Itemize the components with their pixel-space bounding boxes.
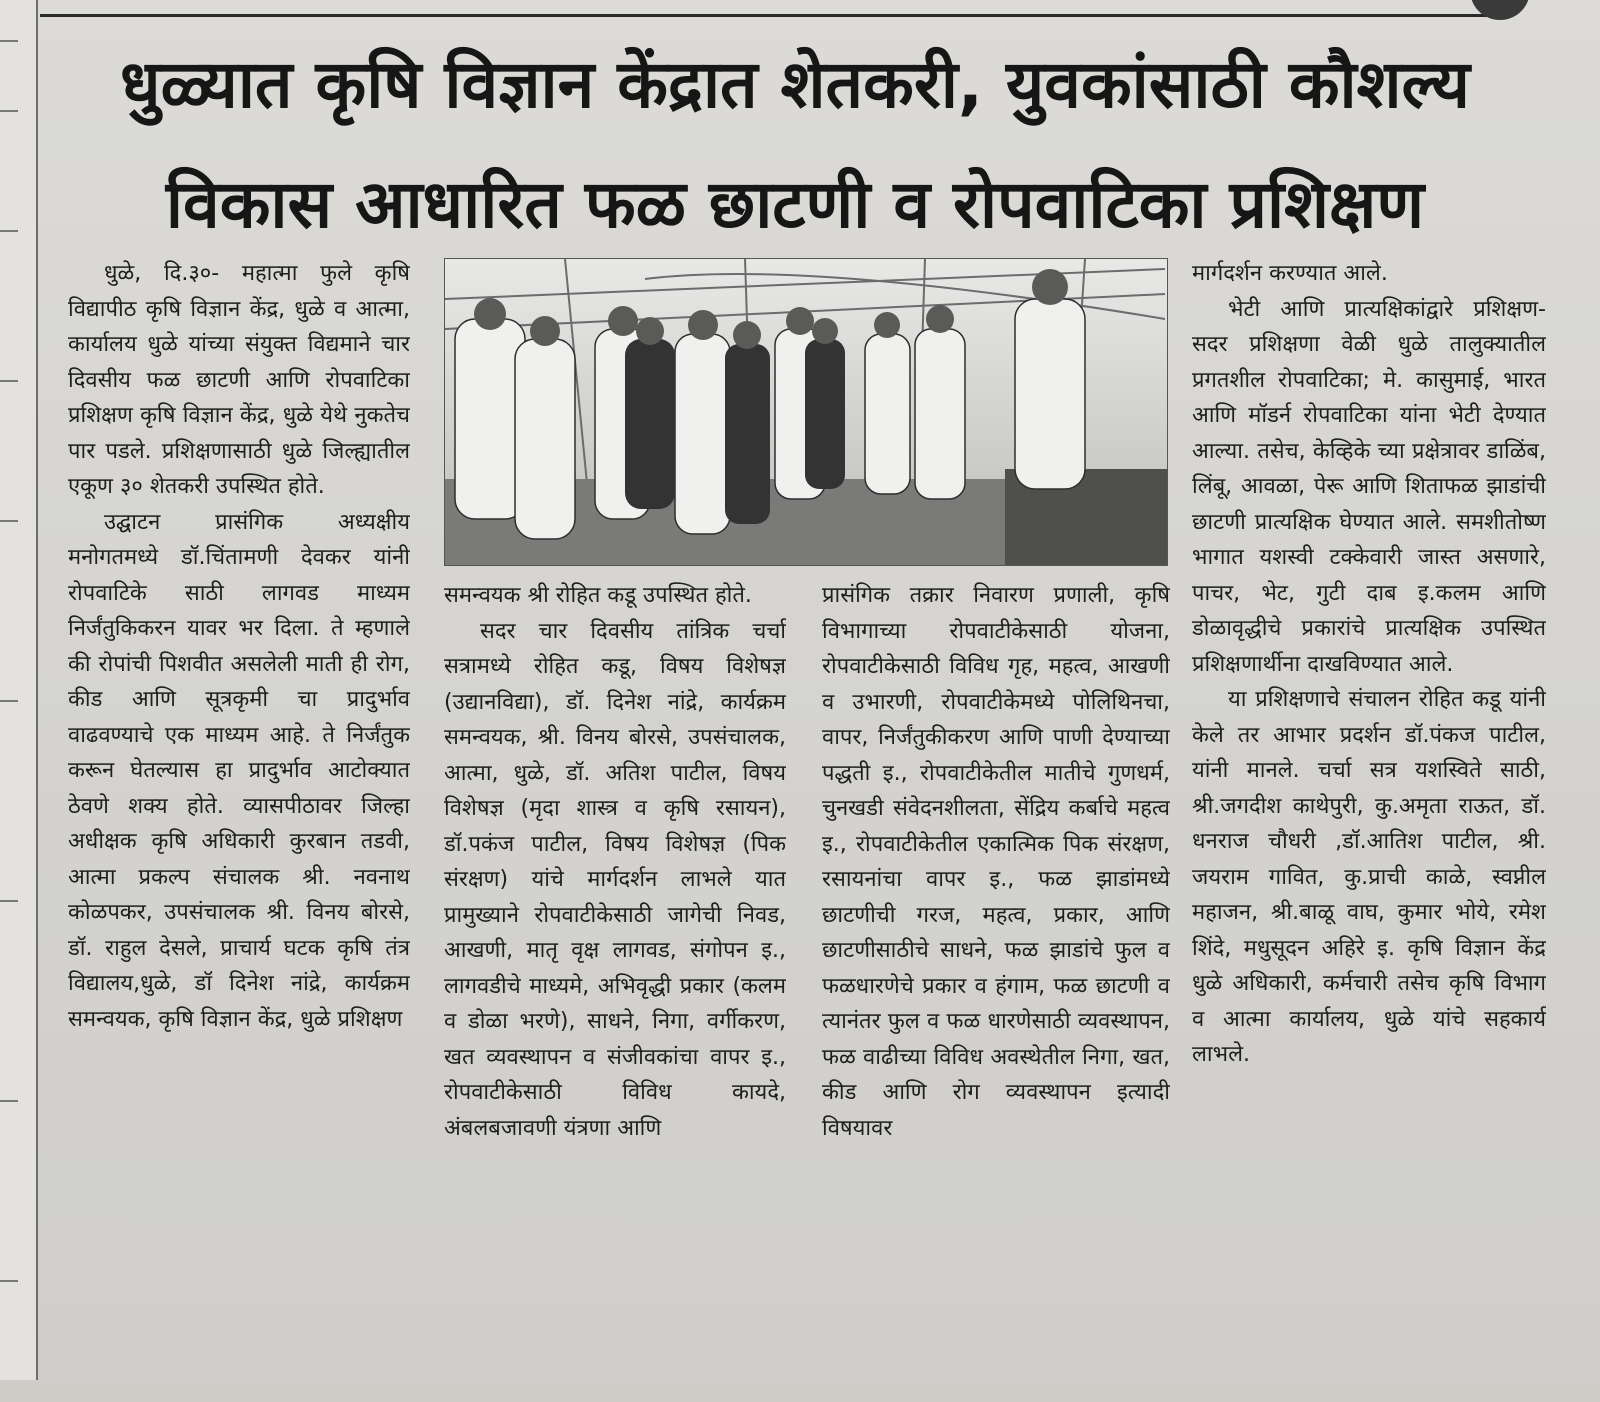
photo-illustration [445, 259, 1167, 565]
margin-tick [0, 40, 18, 42]
paragraph: धुळे, दि.३०- महात्मा फुले कृषि विद्यापीठ कृषि विज्ञान केंद्र, धुळे व आत्मा, कार्यालय धुळे यांच्या संयुक्त विद्यमाने चार दिवसीय फळ छाटणी आणि रोपवाटिका प्रशिक्षण कृषि विज्ञान केंद्र, धुळे येथे नुकतेच पार पडले. प्रशिक्षणासाठी धुळे जिल्ह्यातील एकूण ३० शेतकरी उपस्थित होते. [68, 261, 410, 499]
margin-tick [0, 1280, 18, 1282]
paragraph: या प्रशिक्षणाचे संचालन रोहित कडू यांनी केले तर आभार प्रदर्शन डॉ.पंकज पाटील, यांनी मानले. चर्चा सत्र यशस्विते साठी, श्री.जगदीश काथेपुरी, कु.अमृता राऊत, डॉ. धनराज चौधरी ,डॉ.आतिश पाटील, श्री. जयराम गावित, कु.प्राची काळे, स्वप्नील महाजन, श्री.बाळू वाघ, कुमार भोये, रमेश शिंदे, मधुसूदन अहिरे इ. कृषि विज्ञान केंद्र धुळे अधिकारी, कर्मचारी तसेच कृषि विभाग व आत्मा कार्यालय, धुळे यांचे सहकार्य लाभले. [1192, 687, 1546, 1067]
bottom-edge [0, 1380, 1600, 1402]
article-column-1 [68, 256, 410, 1380]
corner-mark [1470, 0, 1530, 20]
paragraph: प्रासंगिक तक्रार निवारण प्रणाली, कृषि विभागाच्या रोपवाटीकेसाठी योजना, रोपवाटीकेसाठी विविध गृह, महत्व, आखणी व उभारणी, रोपवाटीकेमध्ये पोलिथिनचा, वापर, निर्जंतुकीकरण आणि पाणी देण्याच्या पद्धती इ., रोपवाटीकेतील मातीचे गुणधर्म, चुनखडी संवेदनशीलता, सेंद्रिय कर्बाचे महत्व इ., रोपवाटीकेतील एकात्मिक पिक संरक्षण, रसायनांचा वापर इ., फळ झाडांमध्ये छाटणीची गरज, महत्व, प्रकार, आणि छाटणीसाठीचे साधने, फळ झाडांचे फुल व फळधारणेचे प्रकार व हंगाम, फळ छाटणी व त्यानंतर फुल व फळ धारणेसाठी व्यवस्थापन, फळ वाढीच्या विविध अवस्थेतील निगा, खत, कीड आणि रोग व्यवस्थापन इत्यादी विषयावर [822, 583, 1170, 1141]
headline-line-1: धुळ्यात कृषि विज्ञान केंद्रात शेतकरी, युवकांसाठी कौशल्य [120, 46, 1470, 123]
group-photo-greenhouse-icon [444, 258, 1168, 566]
top-rule [40, 14, 1510, 17]
article-column-4 [1192, 256, 1546, 1380]
margin-tick [0, 520, 18, 522]
article-column-2 [444, 578, 786, 1380]
margin-tick [0, 230, 18, 232]
margin-tick [0, 110, 18, 112]
adjacent-column-margin [0, 0, 38, 1402]
margin-tick [0, 1100, 18, 1102]
paragraph: भेटी आणि प्रात्यक्षिकांद्वारे प्रशिक्षण- सदर प्रशिक्षणा वेळी धुळे तालुक्यातील प्रगतशील रोपवाटिका; मे. कासुमाई, भारत आणि मॉडर्न रोपवाटिका यांना भेटी देण्यात आल्या. तसेच, केव्हिके च्या प्रक्षेत्रावर डाळिंब, लिंबू, आवळा, पेरू आणि शिताफळ झाडांची छाटणी प्रात्यक्षिक घेण्यात आले. समशीतोष्ण भागात यशस्वी टक्केवारी जास्त असणारे, पाचर, भेट, गुटी दाब इ.कलम आणि डोळावृद्धीचे प्रकारांचे प्रात्यक्षिक उपस्थित प्रशिक्षणार्थीना दाखविण्यात आले. [1192, 296, 1546, 677]
headline-line-2: विकास आधारित फळ छाटणी व रोपवाटिका प्रशिक्षण [165, 166, 1425, 243]
margin-tick [0, 380, 18, 382]
paragraph: मार्गदर्शन करण्यात आले. [1192, 261, 1388, 286]
margin-tick [0, 900, 18, 902]
paragraph: सदर चार दिवसीय तांत्रिक चर्चा सत्रामध्ये रोहित कडू, विषय विशेषज्ञ (उद्यानविद्या), डॉ. दिनेश नांद्रे, कार्यक्रम समन्वयक, श्री. विनय बोरसे, उपसंचालक, आत्मा, धुळे, डॉ. अतिश पाटील, विषय विशेषज्ञ (मृदा शास्त्र व कृषि रसायन), डॉ.पकंज पाटील, विषय विशेषज्ञ (पिक संरक्षण) यांचे मार्गदर्शन लाभले यात प्रामुख्याने रोपवाटीकेसाठी जागेची निवड, आखणी, मातृ वृक्ष लागवड, संगोपन इ., लागवडीचे माध्यमे, अभिवृद्धी प्रकार (कलम व डोळा भरणे), साधने, निगा, वर्गीकरण, खत व्यवस्थापन व संजीवकांचा वापर इ., रोपवाटीकेसाठी विविध कायदे, अंबलबजावणी यंत्रणा आणि [444, 618, 786, 1141]
margin-tick [0, 700, 18, 702]
paragraph: उद्घाटन प्रासंगिक अध्यक्षीय मनोगतमध्ये डॉ.चिंतामणी देवकर यांनी रोपवाटिके साठी लागवड माध्यम निर्जंतुकिकरन यावर भर दिला. ते म्हणाले की रोपांची पिशवीत असलेली माती ही रोग, कीड आणि सूत्रकृमी चा प्रादुर्भाव वाढवण्याचे एक माध्यम आहे. ते निर्जंतुक करून घेतल्यास हा प्रादुर्भाव आटोक्यात ठेवणे शक्य होते. व्यासपीठावर जिल्हा अधीक्षक कृषि अधिकारी कुरबान तडवी, आत्मा प्रकल्प संचालक श्री. नवनाथ कोळपकर, उपसंचालक श्री. विनय बोरसे, डॉ. राहुल देसले, प्राचार्य घटक कृषि तंत्र विद्यालय,धुळे, डॉ दिनेश नांद्रे, कार्यक्रम समन्वयक, कृषि विज्ञान केंद्र, धुळे प्रशिक्षण [68, 509, 410, 1032]
paragraph: समन्वयक श्री रोहित कडू उपस्थित होते. [444, 583, 752, 608]
article-column-3 [822, 578, 1170, 1380]
